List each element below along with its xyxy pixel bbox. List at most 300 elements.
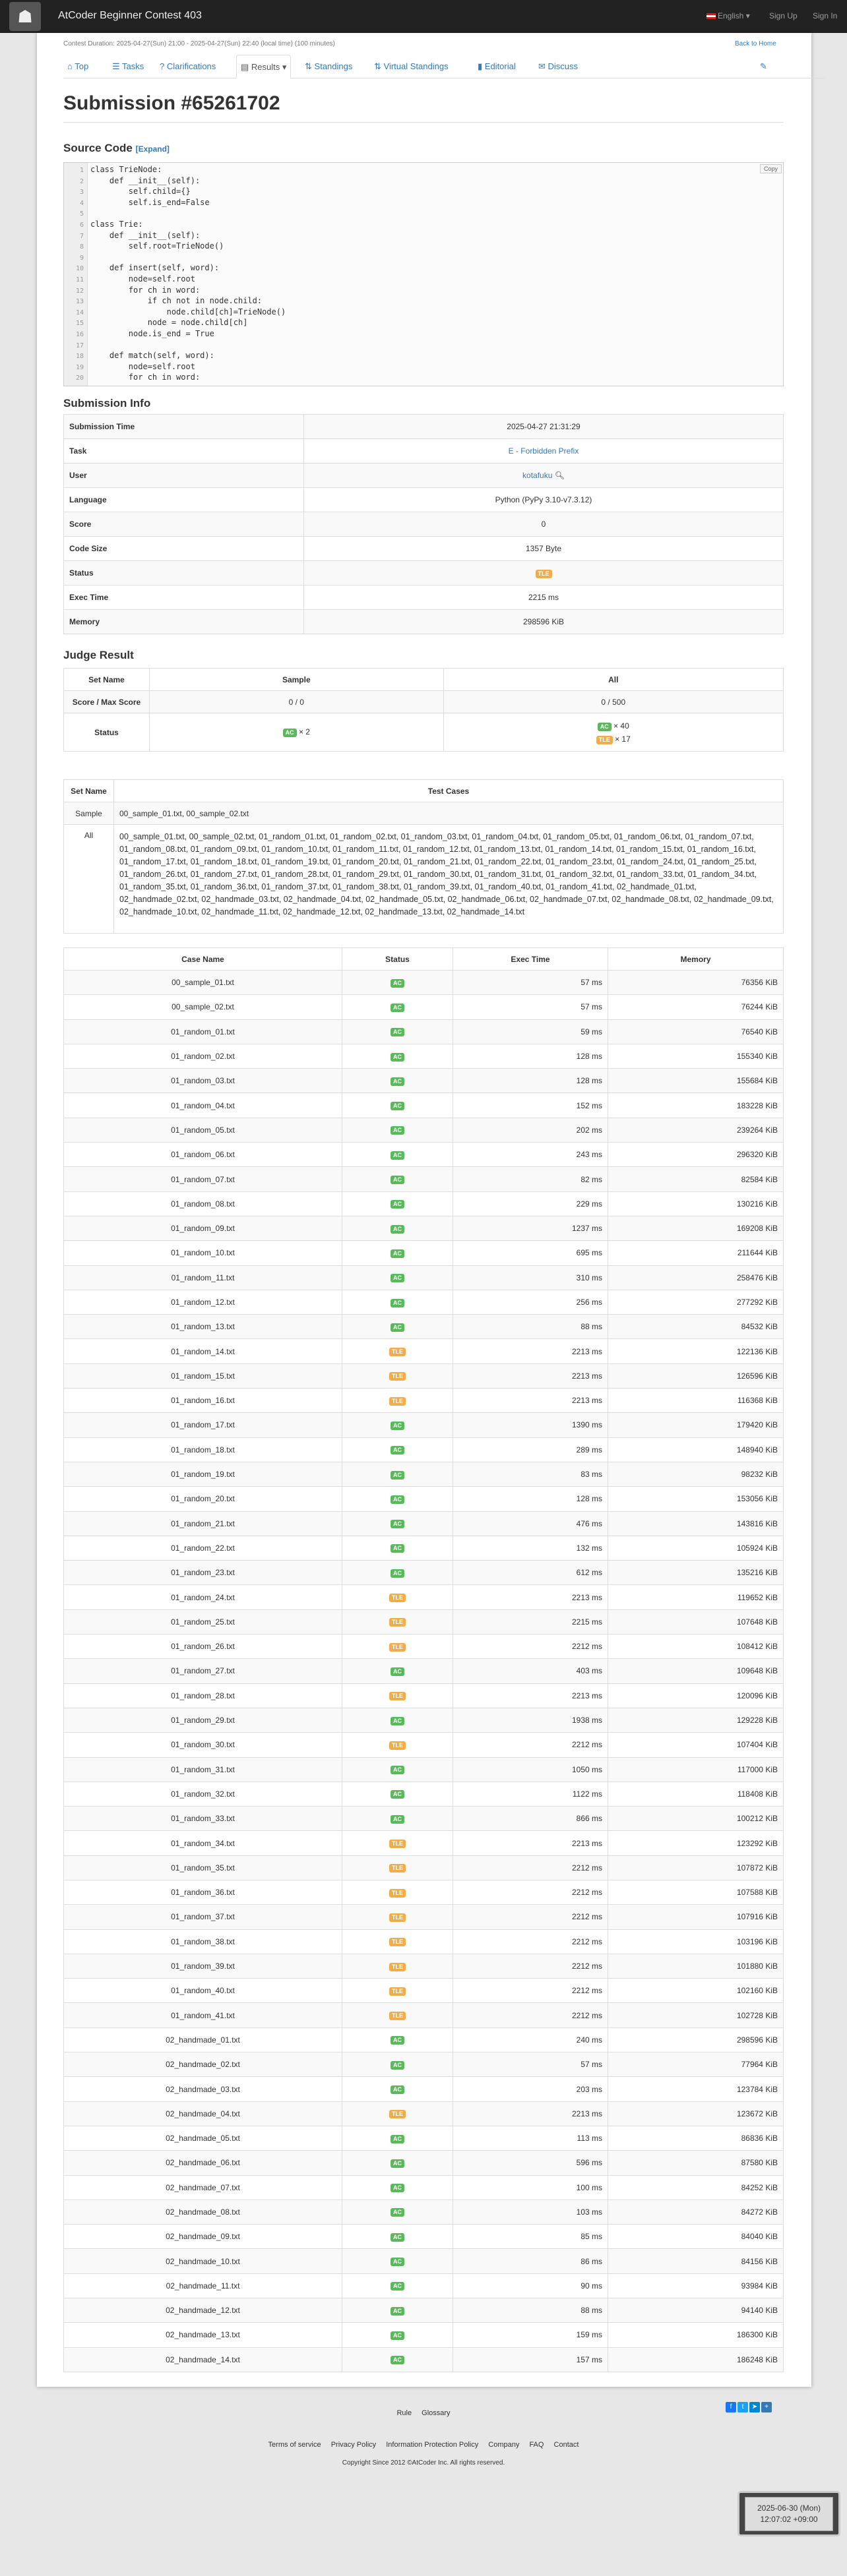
case-status (342, 1954, 453, 1978)
case-name: 01_random_33.txt (64, 1807, 342, 1831)
table-row (64, 1831, 784, 1855)
sort-icon: ⇅ (374, 61, 381, 71)
line-number: 10 (75, 265, 84, 273)
case-memory: 155684 KiB (608, 1069, 784, 1093)
case-exec-time: 1122 ms (453, 1782, 608, 1806)
footer-rule-link[interactable]: Rule (396, 2409, 412, 2417)
case-memory: 179420 KiB (608, 1413, 784, 1437)
table-row (64, 2027, 784, 2052)
telegram-share-icon[interactable]: ➤ (749, 2402, 760, 2412)
comment-icon: ✉ (538, 61, 546, 71)
case-exec-time: 612 ms (453, 1561, 608, 1585)
ac-badge: AC (391, 1274, 404, 1282)
info-value (304, 464, 784, 488)
navbar (0, 0, 847, 33)
case-status (342, 1191, 453, 1216)
case-name: 02_handmade_03.txt (64, 2077, 342, 2101)
case-name: 01_random_41.txt (64, 2003, 342, 2027)
line-number: 12 (75, 287, 84, 295)
case-memory: 186300 KiB (608, 2323, 784, 2347)
case-memory: 107404 KiB (608, 1733, 784, 1757)
case-status (342, 1855, 453, 1880)
ac-badge: AC (391, 1569, 404, 1578)
case-exec-time: 243 ms (453, 1143, 608, 1167)
table-row (64, 1265, 784, 1290)
code-text: def insert(self, word): (90, 263, 220, 273)
table-header-row (64, 948, 784, 971)
pin-icon[interactable]: ✎ (760, 61, 767, 71)
case-exec-time: 159 ms (453, 2323, 608, 2347)
ac-badge: AC (391, 1003, 404, 1012)
case-status (342, 971, 453, 995)
line-number: 19 (75, 363, 84, 371)
code-text: def match(self, word): (90, 351, 214, 361)
case-memory: 77964 KiB (608, 2052, 784, 2077)
case-exec-time: 90 ms (453, 2273, 608, 2298)
ac-badge: AC (391, 2135, 404, 2143)
case-exec-time: 85 ms (453, 2225, 608, 2249)
table-row (64, 1413, 784, 1437)
info-key: Task (64, 439, 304, 464)
case-exec-time: 88 ms (453, 2298, 608, 2323)
table-row (64, 2077, 784, 2101)
fixed-clock (737, 2491, 840, 2536)
line-number: 14 (75, 309, 84, 316)
table-row (64, 1044, 784, 1068)
table-row (64, 1290, 784, 1314)
case-name: 02_handmade_10.txt (64, 2249, 342, 2273)
tle-badge: TLE (389, 1963, 406, 1971)
footer (0, 2407, 847, 2470)
case-status (342, 1905, 453, 1929)
case-memory: 108412 KiB (608, 1634, 784, 1659)
case-exec-time: 57 ms (453, 995, 608, 1019)
tle-badge: TLE (389, 1643, 406, 1652)
case-memory: 239264 KiB (608, 1118, 784, 1142)
code-line (64, 242, 783, 251)
case-name: 01_random_29.txt (64, 1708, 342, 1732)
case-name: 01_random_22.txt (64, 1536, 342, 1560)
code-text: node=self.root (90, 361, 195, 371)
info-text: 1357 Byte (525, 544, 562, 553)
case-name: 01_random_16.txt (64, 1389, 342, 1413)
footer-info-protection-link[interactable]: Information Protection Policy (386, 2441, 479, 2449)
case-memory: 107588 KiB (608, 1880, 784, 1904)
ac-badge: AC (391, 1299, 404, 1307)
line-number: 16 (75, 331, 84, 338)
info-value (304, 585, 784, 610)
case-exec-time: 2213 ms (453, 1585, 608, 1609)
table-row (64, 1634, 784, 1659)
tab-results[interactable]: ▤ Results ▾ (236, 55, 291, 78)
case-exec-time: 2213 ms (453, 1339, 608, 1363)
case-memory: 105924 KiB (608, 1536, 784, 1560)
info-key: Code Size (64, 537, 304, 561)
info-value (304, 415, 784, 439)
case-status (342, 1143, 453, 1167)
info-key: Status (64, 561, 304, 585)
signup-link[interactable]: Sign Up (769, 11, 798, 20)
copy-button[interactable]: Copy (760, 164, 782, 173)
info-text: 2215 ms (528, 593, 559, 602)
table-row (64, 1191, 784, 1216)
info-text: 298596 KiB (522, 617, 565, 626)
ac-badge: AC (391, 1790, 404, 1799)
info-value (304, 610, 784, 634)
table-row (64, 1437, 784, 1462)
ac-badge: AC (391, 979, 404, 988)
case-name: 02_handmade_12.txt (64, 2298, 342, 2323)
table-row (64, 1855, 784, 1880)
home-icon: ⌂ (67, 61, 73, 71)
case-status (342, 1265, 453, 1290)
case-memory: 103196 KiB (608, 1929, 784, 1954)
all-score: 0 / 500 (443, 691, 783, 713)
case-exec-time: 82 ms (453, 1167, 608, 1191)
case-status (342, 1069, 453, 1093)
table-row (64, 780, 784, 802)
footer-links-top (0, 2407, 847, 2420)
tle-badge: TLE (389, 1913, 406, 1922)
table-row (64, 1659, 784, 1683)
footer-privacy-link[interactable]: Privacy Policy (330, 2441, 377, 2449)
language-dropdown[interactable]: English ▾ (706, 11, 750, 20)
case-memory: 100212 KiB (608, 1807, 784, 1831)
case-name-header: Case Name (64, 948, 342, 971)
case-memory: 76244 KiB (608, 995, 784, 1019)
case-exec-time: 157 ms (453, 2347, 608, 2372)
case-status (342, 1831, 453, 1855)
all-status: AC × 40 TLE × 17 (443, 713, 783, 752)
case-status (342, 1585, 453, 1609)
ac-badge: AC (391, 1249, 404, 1258)
case-exec-time: 866 ms (453, 1807, 608, 1831)
footer-faq-link[interactable]: FAQ (529, 2441, 544, 2449)
info-value (304, 561, 784, 585)
facebook-share-icon[interactable]: f (726, 2402, 736, 2412)
case-name: 02_handmade_04.txt (64, 2101, 342, 2126)
twitter-share-icon[interactable]: t (737, 2402, 748, 2412)
ac-badge: AC (391, 2282, 404, 2291)
ac-badge: AC (391, 2258, 404, 2266)
case-name: 01_random_39.txt (64, 1954, 342, 1978)
case-exec-time: 202 ms (453, 1118, 608, 1142)
case-exec-time: 113 ms (453, 2126, 608, 2150)
case-memory: 76356 KiB (608, 971, 784, 995)
case-exec-time: 2213 ms (453, 1683, 608, 1708)
case-memory: 123784 KiB (608, 2077, 784, 2101)
code-line (64, 318, 783, 327)
case-memory: 84532 KiB (608, 1315, 784, 1339)
case-exec-time: 57 ms (453, 971, 608, 995)
case-exec-time: 1938 ms (453, 1708, 608, 1732)
book-icon: ▮ (478, 61, 483, 71)
code-text: class Trie: (90, 220, 143, 229)
case-memory: 148940 KiB (608, 1437, 784, 1462)
table-row (64, 1807, 784, 1831)
case-exec-time: 2212 ms (453, 1954, 608, 1978)
table-row (64, 2151, 784, 2175)
table-row (64, 995, 784, 1019)
clock-time: 12:07:02 +09:00 (760, 2515, 818, 2524)
signin-link[interactable]: Sign In (813, 11, 838, 20)
table-row (64, 1511, 784, 1536)
table-row (64, 1733, 784, 1757)
table-row (64, 1757, 784, 1782)
table-row (64, 1093, 784, 1118)
case-name: 02_handmade_07.txt (64, 2175, 342, 2200)
code-text: self.root=TrieNode() (90, 241, 224, 251)
case-status (342, 2249, 453, 2273)
tab-editorial[interactable]: ▮ Editorial (478, 61, 516, 71)
case-name: 01_random_14.txt (64, 1339, 342, 1363)
source-code-heading: Source Code [Expand] (63, 142, 170, 154)
case-status (342, 1389, 453, 1413)
line-number: 2 (79, 177, 84, 185)
case-exec-time: 289 ms (453, 1437, 608, 1462)
info-row (64, 561, 784, 585)
case-name: 01_random_02.txt (64, 1044, 342, 1068)
sample-score: 0 / 0 (150, 691, 444, 713)
case-name: 01_random_07.txt (64, 1167, 342, 1191)
table-row (64, 1536, 784, 1560)
code-text: def __init__(self): (90, 230, 201, 240)
judge-result-table (63, 668, 784, 752)
case-status (342, 1241, 453, 1265)
case-status (342, 995, 453, 1019)
case-memory: 119652 KiB (608, 1585, 784, 1609)
case-memory: 126596 KiB (608, 1363, 784, 1388)
case-exec-time: 310 ms (453, 1265, 608, 1290)
code-line (64, 198, 783, 207)
code-line (64, 373, 783, 382)
table-row (64, 2225, 784, 2249)
table-row (64, 1118, 784, 1142)
case-exec-time: 2213 ms (453, 2101, 608, 2126)
case-status (342, 2077, 453, 2101)
table-row (64, 1487, 784, 1511)
code-line (64, 275, 783, 284)
code-line (64, 363, 783, 371)
info-text: 2025-04-27 21:31:29 (507, 422, 580, 431)
tab-virtual-standings[interactable]: ⇅ Virtual Standings (374, 61, 449, 71)
ac-badge: AC (391, 2036, 404, 2045)
case-name: 02_handmade_11.txt (64, 2273, 342, 2298)
case-name: 02_handmade_05.txt (64, 2126, 342, 2150)
case-status (342, 1708, 453, 1732)
task-link[interactable]: E - Forbidden Prefix (508, 446, 579, 456)
table-row (64, 2298, 784, 2323)
tle-badge: TLE (389, 2110, 406, 2118)
table-row (64, 669, 784, 691)
case-exec-time: 1050 ms (453, 1757, 608, 1782)
case-exec-time: 2212 ms (453, 1880, 608, 1904)
case-memory: 123292 KiB (608, 1831, 784, 1855)
ac-badge: AC (391, 1225, 404, 1234)
table-row (64, 1462, 784, 1486)
code-line (64, 351, 783, 360)
ac-badge: AC (391, 1520, 404, 1528)
ac-badge: AC (391, 1471, 404, 1480)
test-cases-table (63, 947, 784, 2372)
ac-badge: AC (391, 1151, 404, 1160)
footer-glossary-link[interactable]: Glossary (422, 2409, 451, 2417)
main-container (37, 33, 811, 2411)
ac-badge: AC (391, 2208, 404, 2217)
search-icon[interactable]: 🔍︎ (552, 471, 565, 480)
case-status (342, 2151, 453, 2175)
ac-badge: AC (283, 729, 297, 737)
back-to-home-link[interactable]: Back to Home (735, 40, 776, 47)
line-number: 17 (75, 342, 84, 349)
tab-clarifications[interactable]: ? Clarifications (160, 61, 216, 71)
ac-badge: AC (391, 1323, 404, 1332)
atcoder-logo[interactable]: ☗ (9, 2, 41, 31)
set-name-header: Set Name (64, 780, 114, 802)
tab-top[interactable]: ⌂ Top (67, 61, 89, 71)
contest-brand[interactable]: AtCoder Beginner Contest 403 (58, 10, 202, 21)
footer-company-link[interactable]: Company (488, 2441, 520, 2449)
case-name: 02_handmade_09.txt (64, 2225, 342, 2249)
case-name: 01_random_21.txt (64, 1511, 342, 1536)
case-status (342, 1462, 453, 1486)
line-number: 11 (75, 276, 84, 284)
table-row (64, 1954, 784, 1978)
case-status (342, 2298, 453, 2323)
case-memory: 277292 KiB (608, 1290, 784, 1314)
expand-link[interactable]: [Expand] (135, 144, 170, 154)
code-line (64, 330, 783, 338)
footer-terms-link[interactable]: Terms of service (268, 2441, 321, 2449)
case-name: 01_random_37.txt (64, 1905, 342, 1929)
case-exec-time: 103 ms (453, 2200, 608, 2224)
table-row (64, 802, 784, 825)
ac-badge: AC (391, 1544, 404, 1553)
line-number: 1 (79, 167, 84, 174)
ac-badge: AC (391, 1077, 404, 1086)
case-exec-time: 100 ms (453, 2175, 608, 2200)
case-memory: 135216 KiB (608, 1561, 784, 1585)
footer-contact-link[interactable]: Contact (553, 2441, 579, 2449)
line-number: 18 (75, 353, 84, 361)
case-name: 00_sample_02.txt (64, 995, 342, 1019)
case-status (342, 2347, 453, 2372)
divider (63, 122, 784, 123)
tle-badge: TLE (389, 1938, 406, 1946)
table-row (64, 971, 784, 995)
table-row (64, 691, 784, 713)
code-line (64, 264, 783, 272)
table-row (64, 1389, 784, 1413)
code-line (64, 286, 783, 295)
ac-badge: AC (391, 1446, 404, 1454)
case-status (342, 1339, 453, 1363)
code-line (64, 297, 783, 305)
tab-tasks[interactable]: ☰ Tasks (112, 61, 144, 71)
test-sets-table (63, 779, 784, 934)
info-key: User (64, 464, 304, 488)
case-status (342, 2175, 453, 2200)
ac-badge: AC (391, 2307, 404, 2316)
case-name: 01_random_30.txt (64, 1733, 342, 1757)
case-exec-time: 2212 ms (453, 1733, 608, 1757)
case-memory: 155340 KiB (608, 1044, 784, 1068)
case-exec-time: 229 ms (453, 1191, 608, 1216)
case-status (342, 1167, 453, 1191)
info-key: Exec Time (64, 585, 304, 610)
code-line (64, 308, 783, 316)
tle-badge: TLE (596, 736, 613, 744)
case-exec-time: 59 ms (453, 1019, 608, 1044)
ac-badge: AC (391, 1495, 404, 1504)
case-exec-time: 88 ms (453, 1315, 608, 1339)
all-header: All (443, 669, 783, 691)
info-text: 0 (541, 520, 546, 529)
case-memory: 82584 KiB (608, 1167, 784, 1191)
case-name: 01_random_19.txt (64, 1462, 342, 1486)
info-value (304, 488, 784, 512)
case-memory: 123672 KiB (608, 2101, 784, 2126)
code-line (64, 209, 783, 218)
table-row (64, 1241, 784, 1265)
share-plus-icon[interactable]: + (761, 2402, 772, 2412)
case-status (342, 1216, 453, 1240)
case-status (342, 1413, 453, 1437)
tab-discuss[interactable]: ✉ Discuss (538, 61, 579, 71)
line-number: 6 (79, 222, 84, 229)
case-status (342, 1437, 453, 1462)
tab-standings[interactable]: ⇅ Standings (305, 61, 353, 71)
line-number: 3 (79, 189, 84, 196)
source-code-block[interactable] (63, 162, 784, 386)
case-memory: 84040 KiB (608, 2225, 784, 2249)
table-row (64, 1143, 784, 1167)
case-status (342, 2200, 453, 2224)
ac-badge: AC (391, 1200, 404, 1209)
case-exec-time: 128 ms (453, 1044, 608, 1068)
ac-badge: AC (391, 1176, 404, 1184)
info-key: Language (64, 488, 304, 512)
case-memory: 118408 KiB (608, 1782, 784, 1806)
case-name: 01_random_13.txt (64, 1315, 342, 1339)
case-memory: 143816 KiB (608, 1511, 784, 1536)
ac-badge: AC (391, 2061, 404, 2070)
tle-badge: TLE (536, 570, 552, 578)
case-status (342, 1118, 453, 1142)
case-exec-time: 2212 ms (453, 1905, 608, 1929)
case-exec-time: 2212 ms (453, 1855, 608, 1880)
table-row (64, 1979, 784, 2003)
case-exec-time: 2212 ms (453, 1929, 608, 1954)
status-header: Status (342, 948, 453, 971)
table-row (64, 2003, 784, 2027)
set-name: All (64, 825, 114, 934)
set-name-header: Set Name (64, 669, 150, 691)
case-memory: 153056 KiB (608, 1487, 784, 1511)
ac-badge: AC (391, 2233, 404, 2242)
case-name: 01_random_01.txt (64, 1019, 342, 1044)
case-memory: 130216 KiB (608, 1191, 784, 1216)
case-name: 02_handmade_01.txt (64, 2027, 342, 2052)
clock-date: 2025-06-30 (Mon) (757, 2503, 821, 2513)
code-text: def __init__(self): (90, 175, 201, 185)
case-name: 01_random_12.txt (64, 1290, 342, 1314)
table-row (64, 2052, 784, 2077)
case-name: 02_handmade_06.txt (64, 2151, 342, 2175)
table-row (64, 2101, 784, 2126)
user-link[interactable]: kotafuku (522, 471, 553, 480)
case-status (342, 1019, 453, 1044)
